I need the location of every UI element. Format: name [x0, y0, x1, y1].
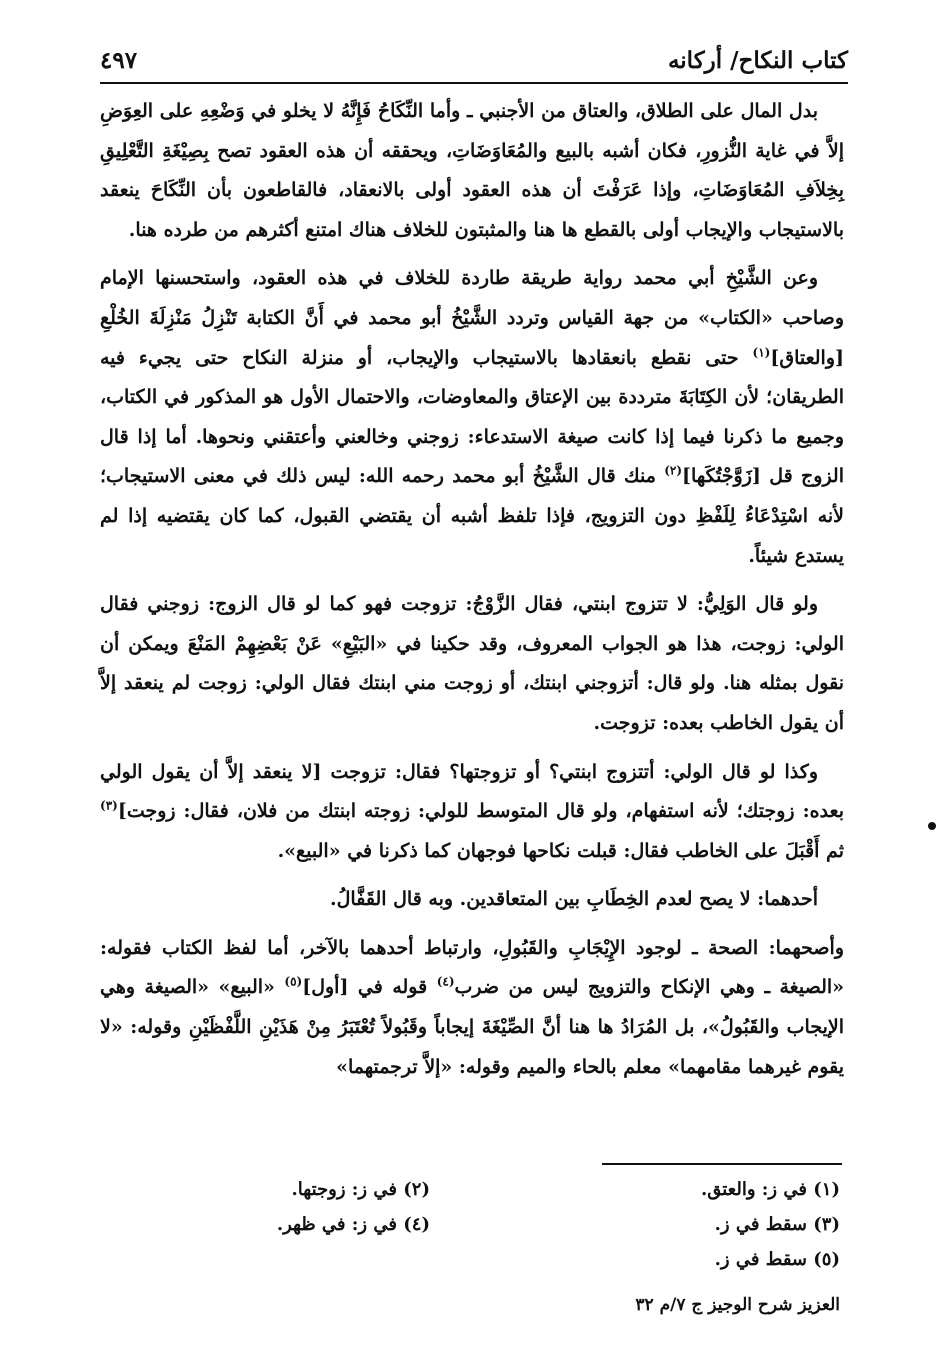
paragraph-2: وعن الشَّيْخِ أبي محمد رواية طريقة طاردة للخلاف في هذه العقود، واستحسنها الإمام وصاحب «الكتاب» من جهة القياس وتردد الشَّيْخُ أبو محمد في أَنَّ الكتابة تَنْزِلُ مَنْزِلَةَ الخُلْعِ [والعتاق]$^{(١)}$ حتى نقطع بانعقادها بالاستيجاب والإيجاب، أو منزلة النكاح حتى يجيء فيه الطريقان؛ لأن الكِتَابَةَ مترددة بين الإعتاق والمعاوضات، والاحتمال الأول هو المذكور في الكتاب، وجميع ما ذكرنا فيما إذا كانت صيغة الاستدعاء: زوجني وخالعني وأعتقني ونحوها. أما إذا قال الزوج قل [زَوَّجْتُكَها]$^{(٢)}$ منك قال الشَّيْخُ أبو محمد رحمه الله: ليس ذلك في معنى الاستيجاب؛ لأنه اسْتِدْعَاءُ لِلَفْظِ دون التزويج، فإذا تلفظ أشبه أن يقتضي القبول، كما كان يقتضيه إذا لم يستدع شيئاً.	[100, 267, 844, 567]
footnote-ref-5: (٥)	[284, 975, 303, 990]
footnote-ref-1: (١)	[752, 345, 771, 360]
footnote-ref-4: (٤)	[436, 975, 455, 990]
footnote-4: (٤) في ز: في ظهر.	[276, 1214, 430, 1235]
page-footer: العزيز شرح الوجيز ج ٧/م ٣٢	[635, 1295, 840, 1315]
footnote-2: (٢) في ز: زوجتها.	[291, 1179, 430, 1200]
footnotes	[100, 1172, 840, 1277]
keyword-first: أحدهما:	[757, 888, 818, 911]
paragraph-3: ولو قال الوَلِيُّ: لا تتزوج ابنتي، فقال الزَّوْجُ: تزوجت فهو كما لو قال الزوج: زوجني فقال الولي: زوجت، هذا هو الجواب المعروف، وقد حكينا في «البَيْعِ» عَنْ بَعْضِهِمْ المَنْعَ ويمكن أن نقول بمثله هنا. ولو قال: أتزوجني ابنتك، أو زوجت مني ابنتك فقال الولي: زوجت لم ينعقد إلاَّ أن يقول الخاطب بعده: تزوجت.	[100, 593, 844, 734]
footnote-row	[100, 1207, 840, 1242]
page-header	[100, 34, 848, 74]
keyword-second: وأصحهما:	[768, 936, 844, 959]
running-title: كتاب النكاح/ أركانه	[667, 47, 848, 74]
footnote-5: (٥) سقط في ز.	[714, 1249, 840, 1270]
paragraph-5: أحدهما: لا يصح لعدم الخِطَابِ بين المتعاقدين. وبه قال القَفَّالُ.	[330, 888, 818, 911]
footnote-empty	[100, 1242, 470, 1277]
footnote-ref-3: (٣)	[100, 798, 118, 813]
header-divider	[100, 82, 848, 84]
paragraph-6: وأصحهما: الصحة ـ لوجود الإِيْجَابِ والقَبُولِ، وارتباط أحدهما بالآخر، أما لفظ الكتاب فقوله: «الصيغة ـ وهي الإنكاح والتزويج ليس من ضرب$^{(٤)}$ قوله في [أول]$^{(٥)}$ «البيع» «الصيغة وهي الإيجاب والقَبُولُ»، بل المُرَادُ ها هنا أنَّ الصِّيْغَةَ إيجاباً وقَبُولاً تُعْتَبَرُ مِنْ هَذَيْنِ اللَّفْظَيْنِ وقوله: «لا يقوم غيرهما مقامهما» معلم بالحاء والميم وقوله: «إلاَّ ترجمتهما»	[100, 936, 845, 1078]
page-number: ٤٩٧	[100, 47, 138, 74]
paragraph-4: وكذا لو قال الولي: أتتزوج ابنتي؟ أو تزوجتها؟ فقال: تزوجت [لا ينعقد إلاَّ أن يقول الولي بعده: زوجتك؛ لأنه استفهام، ولو قال المتوسط للولي: زوجته ابنتك من فلان، فقال: زوجت]$^{(٣)}$ ثم أَقْبَلَ على الخاطب فقال: قبلت نكاحها فوجهان كما ذكرنا في «البيع».	[100, 760, 844, 862]
footnote-row	[100, 1242, 840, 1277]
footnote-1: (١) في ز: والعتق.	[700, 1179, 840, 1200]
footnote-row	[100, 1172, 840, 1207]
footnote-divider	[602, 1163, 842, 1165]
footnote-3: (٣) سقط في ز.	[714, 1214, 840, 1235]
paragraph-1: بدل المال على الطلاق، والعتاق من الأجنبي ـ وأما النِّكَاحُ فَإِنَّهُ لا يخلو في وَضْعِهِ على العِوَضِ إلاَّ في غاية النُّزورِ، فكان أشبه بالبيع والمُعَاوَضَاتِ، ويحققه أن هذه العقود تصح بِصِيْغَةِ التَّعْلِيقِ بِخِلاَفِ المُعَاوَضَاتِ، وإذا عَرَفْتَ أن هذه العقود أولى بالانعقاد، فالقاطعون بأن النِّكَاحَ ينعقد بالاستيجاب والإيجاب أولى بالقطع ها هنا والمثبتون للخلاف هناك امتنع أكثرهم من طرده هنا.	[100, 100, 844, 241]
main-text	[100, 92, 844, 1096]
footnote-ref-2: (٢)	[664, 464, 683, 479]
margin-dot	[928, 822, 936, 830]
